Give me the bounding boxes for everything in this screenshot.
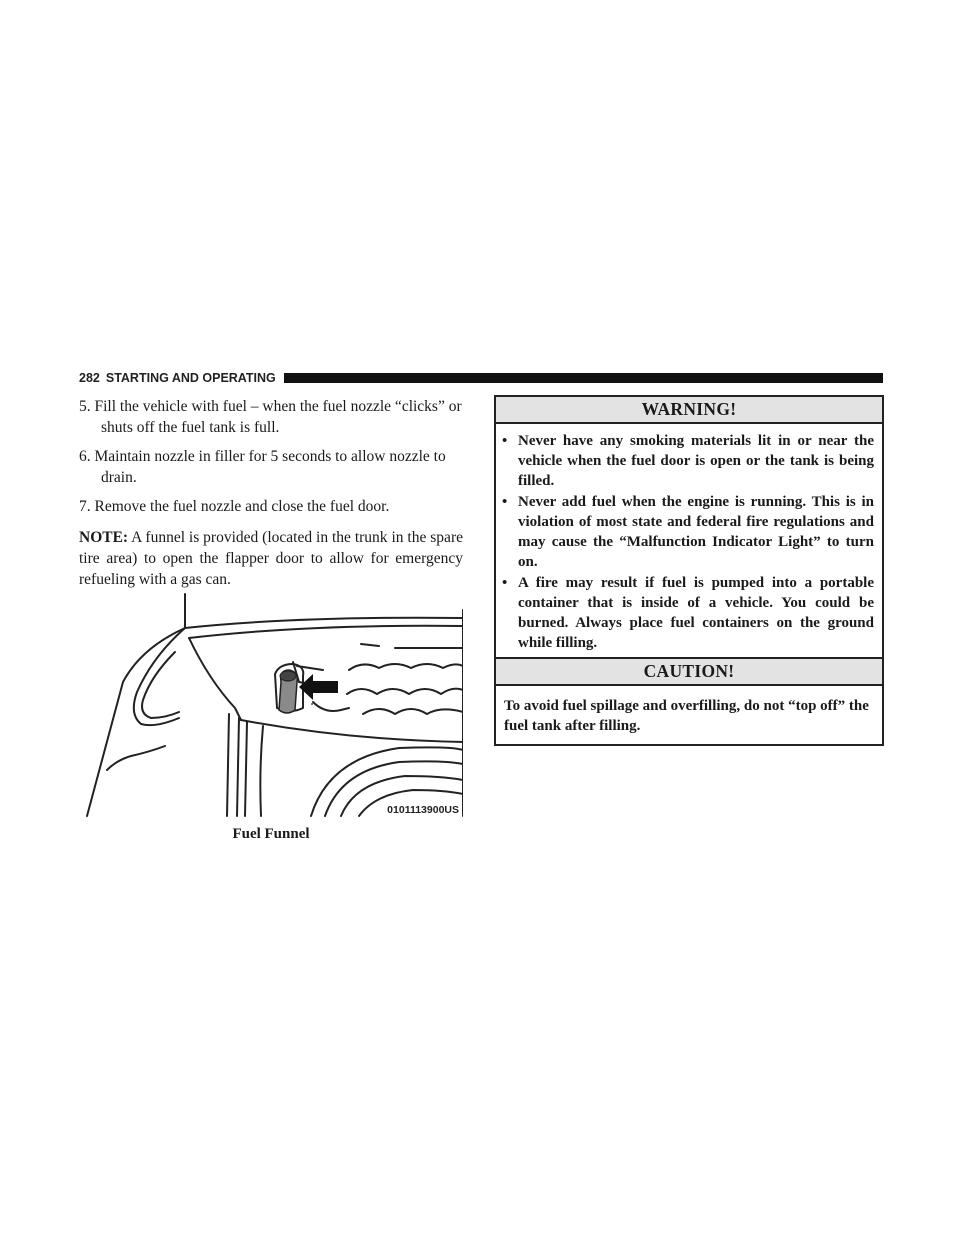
- fuel-funnel-illustration: [79, 590, 463, 822]
- page-header: [79, 370, 883, 386]
- caution-text: To avoid fuel spillage and overfilling, do not “top off” the fuel tank after filling.: [504, 698, 869, 734]
- step-item: [79, 496, 463, 517]
- bullet-icon: •: [502, 433, 508, 449]
- caution-box: [494, 657, 884, 746]
- bullet-icon: •: [502, 494, 508, 510]
- warning-list: [496, 424, 882, 663]
- bullet-icon: •: [502, 575, 508, 591]
- step-number: 6.: [79, 448, 91, 465]
- step-item: [79, 446, 463, 488]
- page-number: 282: [79, 371, 100, 385]
- step-item: [79, 396, 463, 438]
- warning-title: WARNING!: [496, 397, 882, 424]
- caution-title: CAUTION!: [496, 659, 882, 686]
- note-paragraph: [79, 527, 463, 590]
- warning-text: Never add fuel when the engine is running. This is in violation of most state and federal fire regulations and may cause the “Malfunction Indicator Light” to turn on.: [518, 494, 874, 570]
- note-label: NOTE:: [79, 529, 129, 546]
- warning-box: [494, 395, 884, 665]
- warning-item: [502, 431, 874, 491]
- note-text: A funnel is provided (located in the trunk in the spare tire area) to open the flapper door to allow for emergency refueling with a gas can.: [79, 529, 463, 588]
- warning-item: [502, 573, 874, 653]
- figure-code: 0101113900US: [387, 804, 459, 816]
- step-number: 5.: [79, 398, 91, 415]
- step-text: Remove the fuel nozzle and close the fuel door.: [94, 498, 390, 515]
- warning-item: [502, 492, 874, 572]
- warning-text: A fire may result if fuel is pumped into a portable container that is inside of a vehicle. You could be burned. Always place fuel containers on the ground while filling.: [518, 575, 874, 651]
- header-rule: [284, 373, 883, 383]
- figure-caption: Fuel Funnel: [232, 826, 310, 842]
- section-title: STARTING AND OPERATING: [105, 371, 276, 385]
- step-number: 7.: [79, 498, 91, 515]
- trunk-line-drawing: [79, 590, 463, 822]
- instructions-column: [79, 396, 463, 590]
- step-text: Maintain nozzle in filler for 5 seconds to allow nozzle to drain.: [94, 448, 446, 486]
- step-text: Fill the vehicle with fuel – when the fuel nozzle “clicks” or shuts off the fuel tank is full.: [94, 398, 462, 436]
- warning-text: Never have any smoking materials lit in or near the vehicle when the fuel door is open or the tank is being filled.: [518, 433, 874, 489]
